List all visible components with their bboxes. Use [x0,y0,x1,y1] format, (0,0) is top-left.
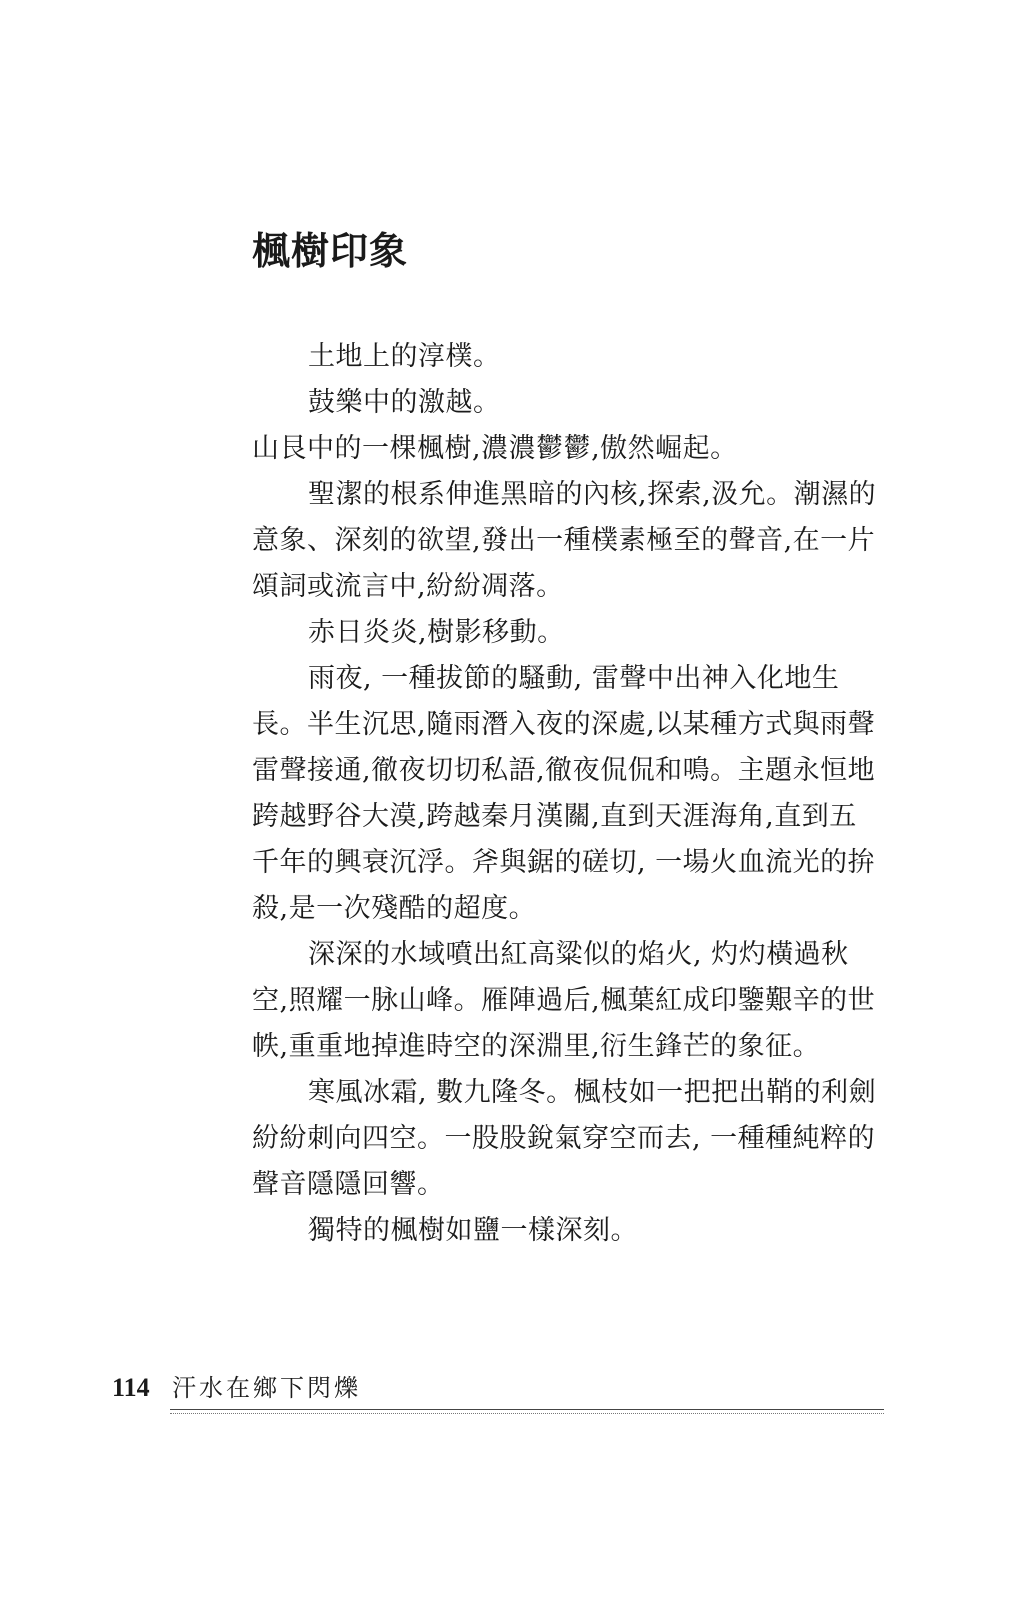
text-line: 帙,重重地掉進時空的深淵里,衍生鋒芒的象征。 [252,1031,821,1062]
running-book-title: 汗水在鄉下閃爍 [172,1374,361,1402]
text-line: 聲音隱隱回響。 [252,1169,445,1200]
text-line: 獨特的楓樹如鹽一樣深刻。 [308,1215,638,1246]
text-line: 長。半生沉思,隨雨潛入夜的深處,以某種方式與雨聲 [252,709,876,740]
text-line: 意象、深刻的欲望,發出一種樸素極至的聲音,在一片 [252,525,876,556]
text-line: 鼓樂中的激越。 [308,387,501,418]
text-line: 空,照耀一脉山峰。雁陣過后,楓葉紅成印鑒艱辛的世 [252,985,876,1016]
text-line: 千年的興衰沉浮。斧與鋸的磋切, 一場火血流光的拚 [252,847,876,878]
text-line: 聖潔的根系伸進黑暗的內核,探索,汲允。潮濕的 [308,479,877,510]
essay-body [252,334,882,1254]
page-footer [112,1371,884,1419]
text-line: 深深的水域噴出紅高粱似的焰火, 灼灼橫過秋 [308,939,849,970]
footer-divider-dotted [170,1413,884,1414]
text-line: 雷聲接通,徹夜切切私語,徹夜侃侃和鳴。主題永恒地 [252,755,876,786]
text-line: 殺,是一次殘酷的超度。 [252,893,537,924]
essay-title: 楓樹印象 [252,229,409,273]
text-line: 紛紛刺向四空。一股股銳氣穿空而去, 一種種純粹的 [252,1123,876,1154]
text-line: 赤日炎炎,樹影移動。 [308,617,565,648]
text-line: 寒風冰霜, 數九隆冬。楓枝如一把把出鞘的利劍 [308,1077,877,1108]
text-line: 頌詞或流言中,紛紛凋落。 [252,571,564,602]
footer-divider [170,1409,884,1410]
text-line: 跨越野谷大漠,跨越秦月漢關,直到天涯海角,直到五 [252,801,857,832]
text-line: 山艮中的一棵楓樹,濃濃鬱鬱,傲然崛起。 [252,433,738,464]
text-line: 雨夜, 一種拔節的騷動, 雷聲中出神入化地生 [308,663,840,694]
page-number: 114 [112,1373,150,1402]
text-line: 土地上的淳樸。 [308,341,501,372]
